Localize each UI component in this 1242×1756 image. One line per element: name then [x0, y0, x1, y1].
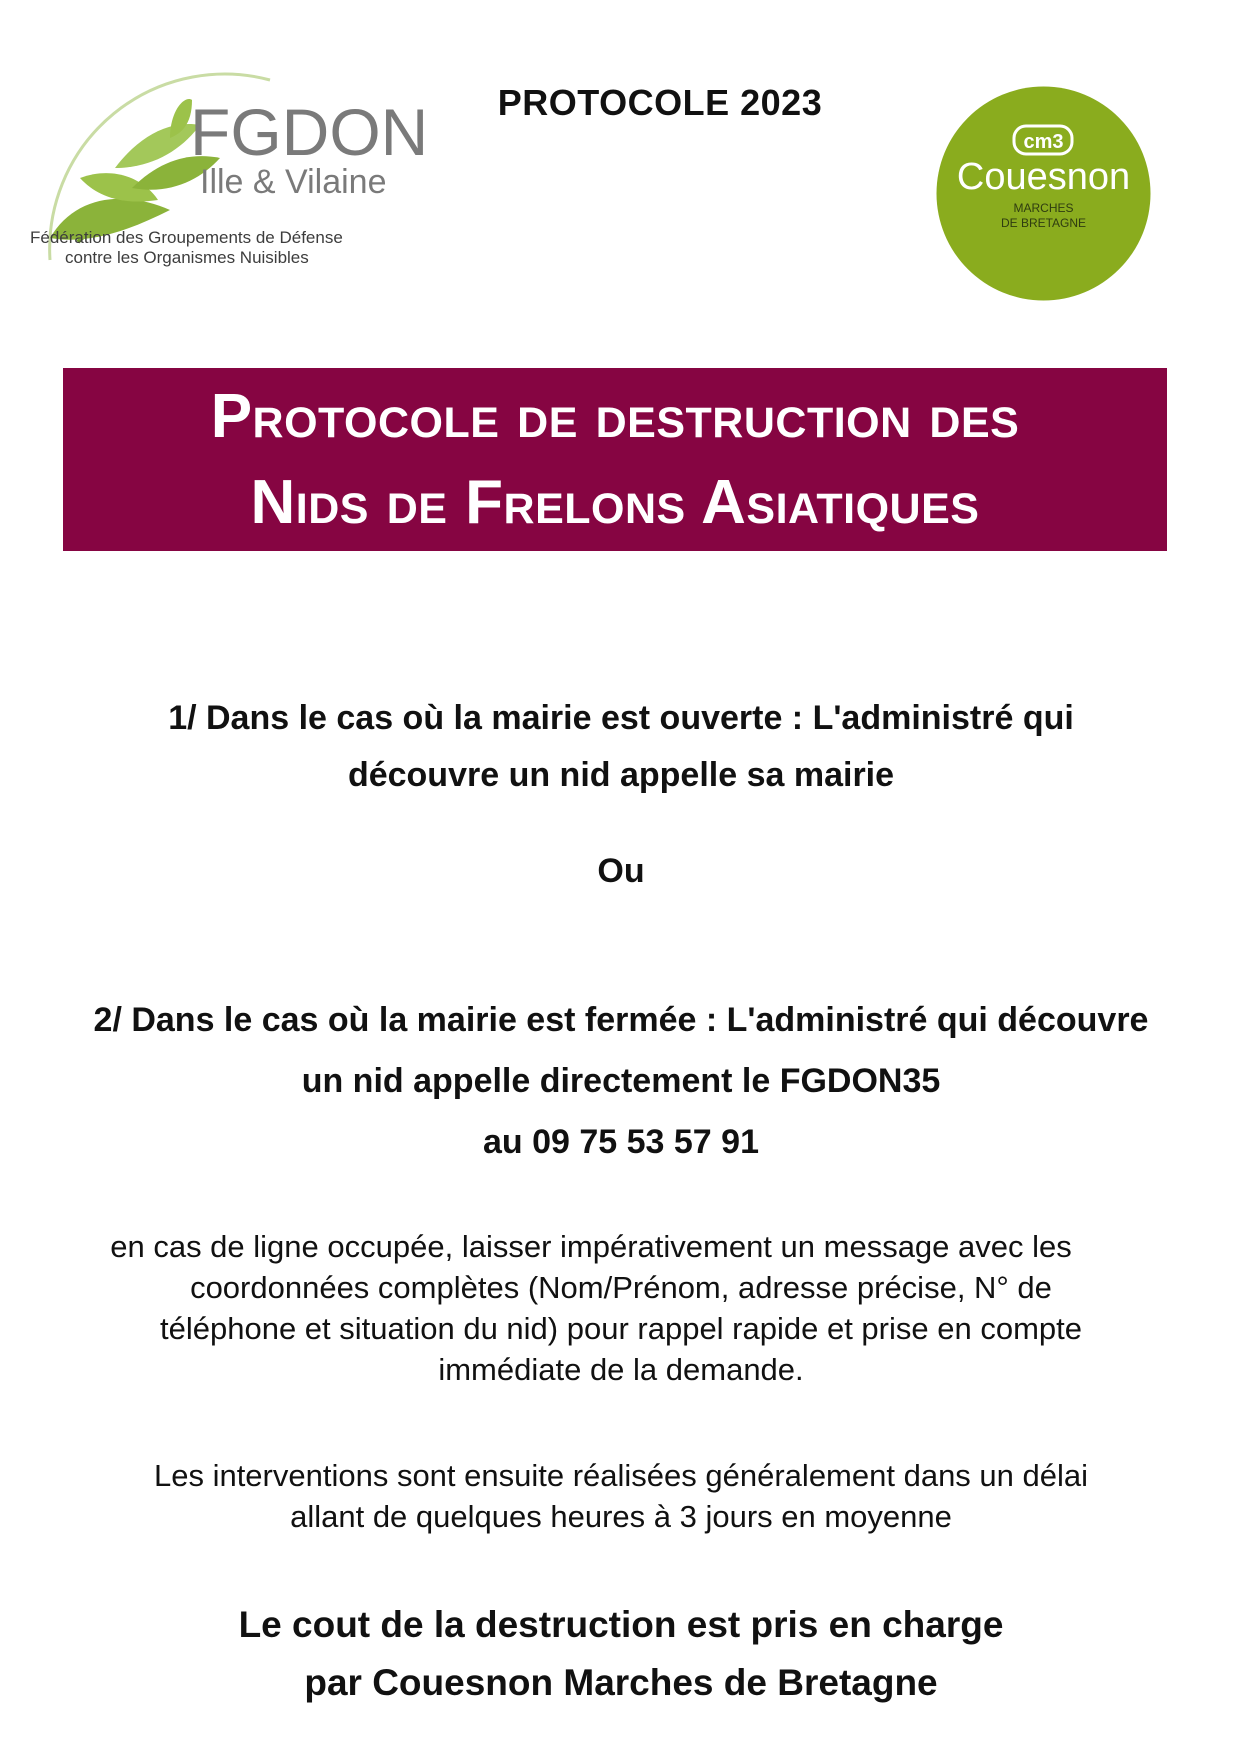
title-line-2: Nids de Frelons Asiatiques: [250, 467, 980, 537]
couesnon-sub-1: MARCHES: [1013, 201, 1074, 215]
notice-line-2: coordonnées complètes (Nom/Prénom, adresse précise, N° de: [190, 1270, 1052, 1305]
phone-number: au 09 75 53 57 91: [482, 1123, 759, 1161]
leaf-plant-icon: [20, 60, 480, 305]
intervention-delay: [40, 1455, 1202, 1537]
step-1-line-2: découvre un nid appelle sa mairie: [347, 756, 895, 794]
notice-line-4: immédiate de la demande.: [438, 1352, 804, 1387]
step-1-paragraph: [40, 690, 1202, 804]
busy-line-notice: [40, 1226, 1202, 1390]
step-2-line-2: un nid appelle directement le FGDON35: [301, 1062, 941, 1100]
step-1-line-1: 1/ Dans le cas où la mairie est ouverte : L'administré qui: [168, 699, 1074, 737]
delay-line-1: Les interventions sont ensuite réalisées généralement dans un délai: [153, 1458, 1089, 1493]
fgdon-logo: [20, 60, 480, 305]
notice-line-3: téléphone et situation du nid) pour rappel rapide et prise en compte: [160, 1311, 1082, 1346]
step-2-paragraph: [40, 990, 1202, 1173]
notice-line-1: en cas de ligne occupée, laisser impérativement un message avec les: [110, 1229, 1072, 1264]
delay-line-2: allant de quelques heures à 3 jours en moyenne: [290, 1499, 952, 1534]
couesnon-logo: [936, 86, 1151, 301]
fgdon-tagline-2: contre les Organismes Nuisibles: [65, 248, 309, 267]
title-line-1: Protocole de destruction des: [210, 381, 1020, 451]
step-2-line-1: 2/ Dans le cas où la mairie est fermée : L'administré qui découvre: [93, 1001, 1149, 1039]
cost-statement: [40, 1596, 1202, 1712]
page-header-year: PROTOCOLE 2023: [497, 82, 823, 123]
couesnon-sub-2: DE BRETAGNE: [1000, 216, 1087, 230]
or-separator: Ou: [597, 852, 645, 890]
cost-line-1: Le cout de la destruction est pris en charge: [238, 1604, 1004, 1645]
cost-line-2: par Couesnon Marches de Bretagne: [304, 1662, 938, 1703]
couesnon-wordmark: Couesnon: [956, 156, 1131, 198]
fgdon-region: Ille & Vilaine: [200, 163, 387, 201]
fgdon-wordmark: FGDON: [190, 95, 429, 169]
couesnon-badge-text: cm3: [1023, 131, 1064, 153]
fgdon-tagline-1: Fédération des Groupements de Défense: [30, 228, 343, 247]
title-banner: [63, 368, 1167, 551]
